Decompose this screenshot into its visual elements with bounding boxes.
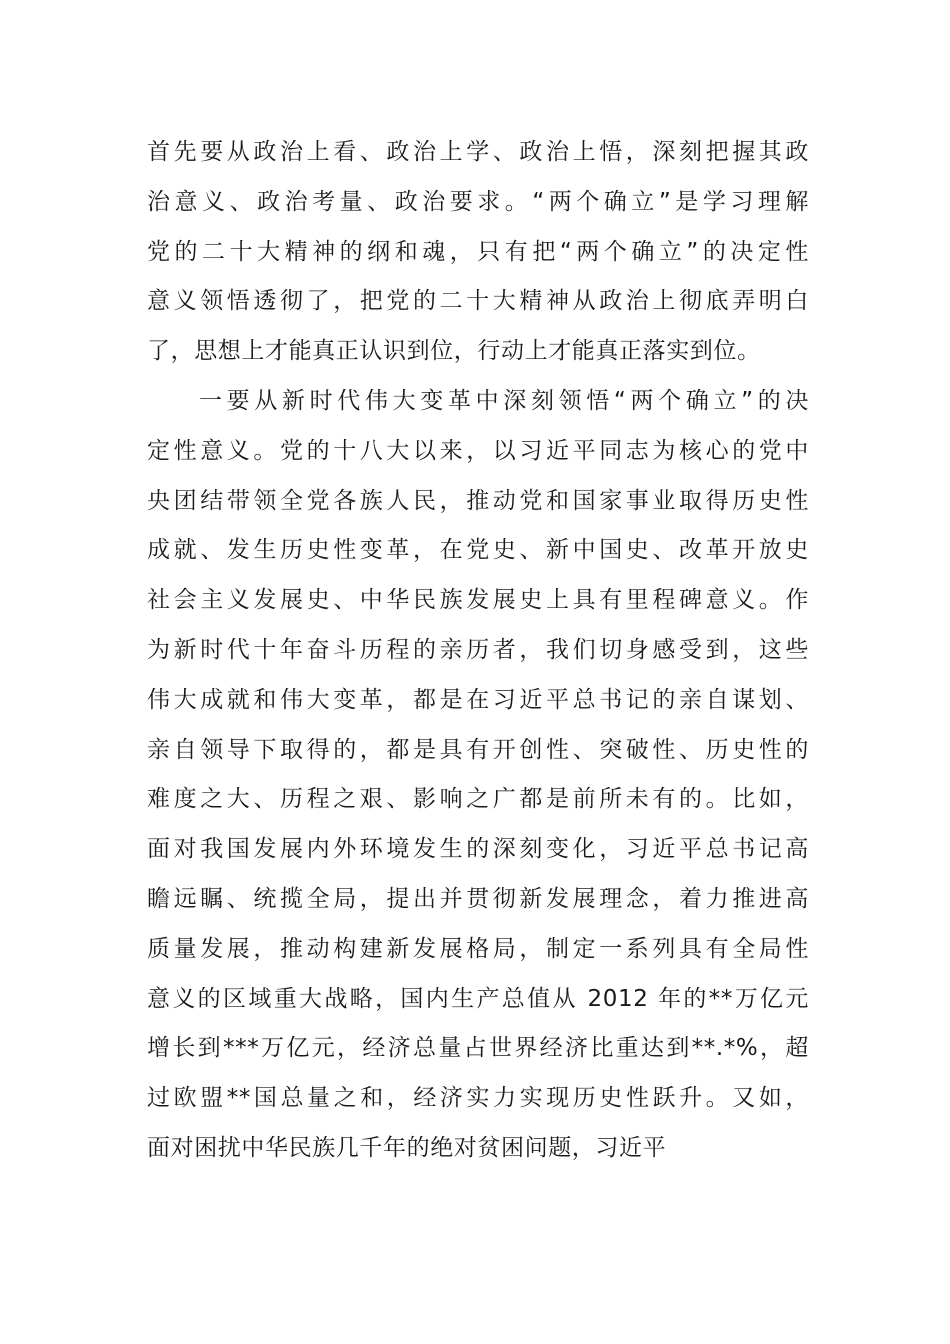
text-line: 面对困扰中华民族几千年的绝对贫困问题，习近平 [147,1134,667,1161]
text-line: 意义领悟透彻了，把党的二十大精神从政治上彻底弄明白 [147,288,809,315]
body-text [147,128,809,1174]
text-line: 瞻远瞩、统揽全局，提出并贯彻新发展理念，着力推进高 [147,885,809,912]
text-line: 定性意义。党的十八大以来，以习近平同志为核心的党中 [147,437,809,464]
text-line: 社会主义发展史、中华民族发展史上具有里程碑意义。作 [147,587,809,614]
text-line: 面对我国发展内外环境发生的深刻变化，习近平总书记高 [147,836,809,863]
text-line: 首先要从政治上看、政治上学、政治上悟，深刻把握其政 [147,139,809,165]
text-line: 亲自领导下取得的，都是具有开创性、突破性、历史性的 [147,736,809,763]
text-line: 成就、发生历史性变革，在党史、新中国史、改革开放史 [147,537,809,564]
text-line: 治意义、政治考量、政治要求。“两个确立”是学习理解 [147,188,809,215]
text-line: 意义的区域重大战略，国内生产总值从 2012 年的**万亿元 [147,985,809,1012]
paragraph-start-line: 一要从新时代伟大变革中深刻领悟“两个确立”的决 [199,387,809,414]
text-line: 难度之大、历程之艰、影响之广都是前所未有的。比如， [147,786,809,813]
text-line: 了，思想上才能真正认识到位，行动上才能真正落实到位。 [147,338,761,365]
text-line: 为新时代十年奋斗历程的亲历者，我们切身感受到，这些 [147,636,809,663]
text-line: 党的二十大精神的纲和魂，只有把“两个确立”的决定性 [147,238,809,265]
text-line: 伟大成就和伟大变革，都是在习近平总书记的亲自谋划、 [147,686,809,713]
text-line: 增长到***万亿元，经济总量占世界经济比重达到**.*%，超 [147,1035,809,1062]
text-line: 央团结带领全党各族人民，推动党和国家事业取得历史性 [147,487,809,514]
text-line: 过欧盟**国总量之和，经济实力实现历史性跃升。又如， [147,1085,809,1112]
text-line: 质量发展，推动构建新发展格局，制定一系列具有全局性 [147,935,809,962]
